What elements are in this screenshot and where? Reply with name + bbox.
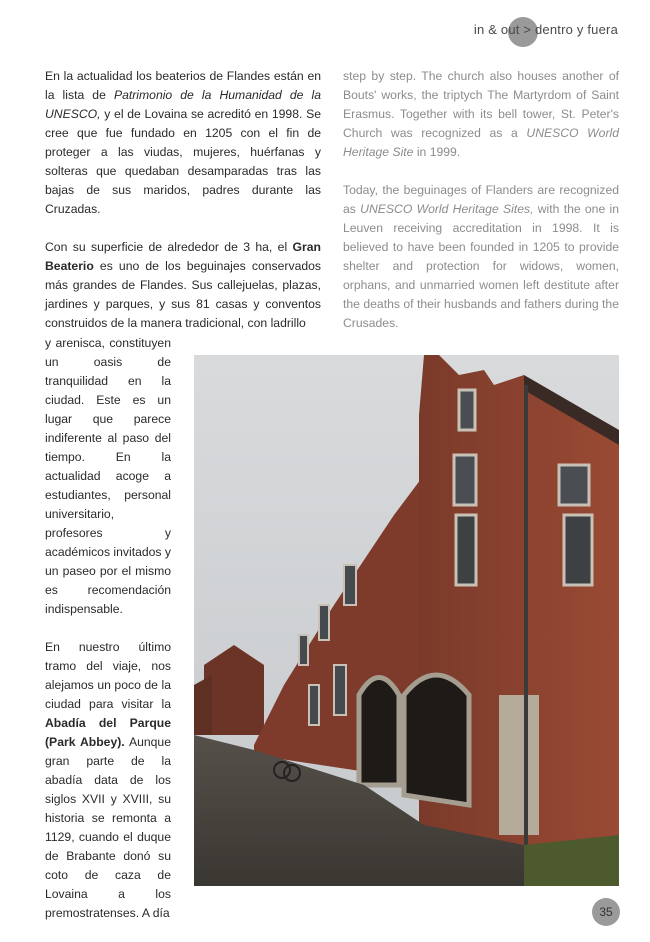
left-column-spanish xyxy=(45,67,321,352)
page-header xyxy=(474,22,618,37)
narrow-column-spanish xyxy=(45,334,171,942)
header-text-part1: in & ou xyxy=(473,22,516,37)
paragraph: En nuestro último tramo del viaje, nos alejamos un poco de la ciudad para visitar la Abadía del Parque (Park Abbey). Aunque gran parte de la abadía data de los siglos XVII y XVIII, su historia se remonta a 1129, cuando el duque de Brabante donó su coto de caza de Lovaina a los premostratenses. A día xyxy=(45,640,171,920)
paragraph: step by step. The church also houses another of Bouts' works, the triptych The Martyrdom of Saint Erasmus. Together with its bell tower, St. Peter's Church was recognized as a UNESCO World Heritage Site in 1999. xyxy=(343,69,619,159)
beguinage-photo xyxy=(194,355,619,886)
paragraph: En la actualidad los beaterios de Flandes están en la lista de Patrimonio de la Humanidad de la UNESCO, y el de Lovaina se acreditó en 1998. Se cree que fue fundado en 1205 con el fin de proteger a las viudas, mujeres, huérfanas y solteras que quedaban desamparadas tras las bajas de sus maridos, padres durante las Cruzadas. xyxy=(45,69,321,216)
page-number: 35 xyxy=(592,898,620,926)
paragraph: Today, the beguinages of Flanders are recognized as UNESCO World Heritage Sites, with the one in Leuven receiving accreditation in 1998. It is believed to have been founded in 1205 to provide shelter and protection for widows, women, orphans, and unmarried women left destitute after the deaths of their husbands and fathers during the Crusades. xyxy=(343,183,619,330)
paragraph: y arenisca, constituyen un oasis de tranquilidad en la ciudad. Este es un lugar que parece indiferente al paso del tiempo. En la actualidad acoge a estudiantes, personal universitario, profesores y académicos invitados y un paseo por el mismo es recomendación indispensable. xyxy=(45,336,171,616)
header-text-part2: t > dentro y fuera xyxy=(515,22,618,37)
paragraph: Con su superficie de alrededor de 3 ha, el Gran Beaterio es uno de los beguinajes conservados más grandes de Flandes. Sus callejuelas, plazas, jardines y parques, y sus 81 casas y conventos construidos de la manera tradicional, con ladrillo xyxy=(45,240,321,330)
right-column-english xyxy=(343,67,619,352)
